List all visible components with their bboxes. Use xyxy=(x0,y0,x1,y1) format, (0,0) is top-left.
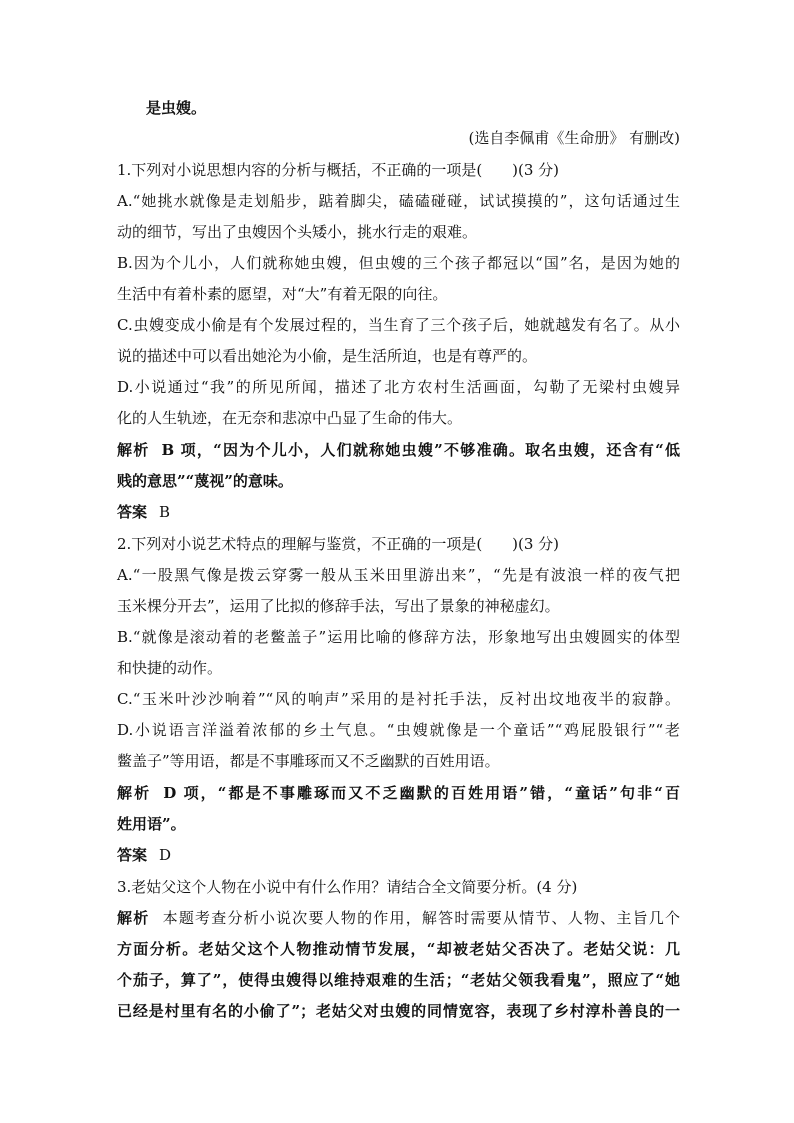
q1-stem: 1.下列对小说思想内容的分析与概括，不正确的一项是( )(3 分) xyxy=(117,161,560,179)
q1-option-b-line2: 生活中有着朴素的愿望，对“大”有着无限的向往。 xyxy=(117,285,448,303)
q1-option-a-line1: A.“她挑水就像是走划船步，踮着脚尖，磕磕碰碰，试试摸摸的”，这句话通过生 xyxy=(117,192,680,210)
q3-analysis-line1 xyxy=(117,908,680,928)
analysis-label: 解析 xyxy=(117,441,150,459)
answer-value: B xyxy=(159,503,171,521)
q1-option-c-line1: C.虫嫂变成小偷是有个发展过程的，当生育了三个孩子后，她就越发有名了。从小 xyxy=(117,316,680,334)
q2-option-b-line2: 和快捷的动作。 xyxy=(117,659,223,677)
q3-analysis-line4: 已经是村里有名的小偷了”；老姑父对虫嫂的同情宽容，表现了乡村淳朴善良的一 xyxy=(117,1002,680,1020)
q1-option-a-line2: 动的细节，写出了虫嫂因个头矮小，挑水行走的艰难。 xyxy=(117,223,478,241)
q3-analysis-line2: 方面分析。老姑父这个人物推动情节发展，“却被老姑父否决了。老姑父说：几 xyxy=(117,940,680,958)
q1-option-d-line2: 化的人生轨迹，在无奈和悲凉中凸显了生命的伟大。 xyxy=(117,409,463,427)
analysis-label: 解析 xyxy=(117,909,150,927)
q2-option-d-line2: 鳖盖子”等用语，都是不事雕琢而又不乏幽默的百姓用语。 xyxy=(117,752,500,770)
q1-analysis-line2: 贱的意思”“蔑视”的意味。 xyxy=(117,472,293,490)
analysis-text: 本题考查分析小说次要人物的作用，解答时需要从情节、人物、主旨几个 xyxy=(161,909,680,927)
answer-label: 答案 xyxy=(117,503,148,521)
q1-analysis-line1 xyxy=(117,440,680,460)
q2-option-d-line1: D.小说语言洋溢着浓郁的乡土气息。“虫嫂就像是一个童话”“鸡屁股银行”“老 xyxy=(117,721,680,739)
answer-value: D xyxy=(159,846,172,864)
q3-stem: 3.老姑父这个人物在小说中有什么作用？请结合全文简要分析。(4 分) xyxy=(117,878,578,896)
q2-answer xyxy=(117,845,680,865)
analysis-text: D 项，“都是不事雕琢而又不乏幽默的百姓用语”错，“童话”句非“百 xyxy=(163,784,680,802)
q1-option-c-line2: 说的描述中可以看出她沦为小偷，是生活所迫，也是有尊严的。 xyxy=(117,347,538,365)
q1-option-d-line1: D.小说通过“我”的所见所闻，描述了北方农村生活画面，勾勒了无梁村虫嫂异 xyxy=(117,378,680,396)
q2-option-a-line2: 玉米棵分开去”，运用了比拟的修辞手法，写出了景象的神秘虚幻。 xyxy=(117,597,560,615)
q1-option-b-line1: B.因为个儿小，人们就称她虫嫂，但虫嫂的三个孩子都冠以“国”名，是因为她的 xyxy=(117,254,680,272)
top-fragment: 是虫嫂。 xyxy=(146,99,207,117)
q2-option-a-line1: A.“一股黑气像是拨云穿雾一般从玉米田里游出来”，“先是有波浪一样的夜气把 xyxy=(117,566,680,584)
q2-analysis-line1 xyxy=(117,783,680,803)
analysis-text: B 项，“因为个儿小，人们就称她虫嫂”不够准确。取名虫嫂，还含有“低 xyxy=(161,441,680,459)
answer-label: 答案 xyxy=(117,846,148,864)
q2-option-b-line1: B.“就像是滚动着的老鳖盖子”运用比喻的修辞方法，形象地写出虫嫂圆实的体型 xyxy=(117,628,680,646)
q2-stem: 2.下列对小说艺术特点的理解与鉴赏，不正确的一项是( )(3 分) xyxy=(117,535,560,553)
analysis-label: 解析 xyxy=(117,784,152,802)
q2-option-c: C.“玉米叶沙沙响着”“风的响声”采用的是衬托手法，反衬出坟地夜半的寂静。 xyxy=(117,690,680,708)
source-citation: (选自李佩甫《生命册》 有删改) xyxy=(468,129,680,147)
q3-analysis-line3: 个茄子，算了”，使得虫嫂得以维持艰难的生活；“老姑父领我看鬼”，照应了“她 xyxy=(117,971,680,989)
q2-analysis-line2: 姓用语”。 xyxy=(117,815,186,833)
q1-answer xyxy=(117,502,680,522)
